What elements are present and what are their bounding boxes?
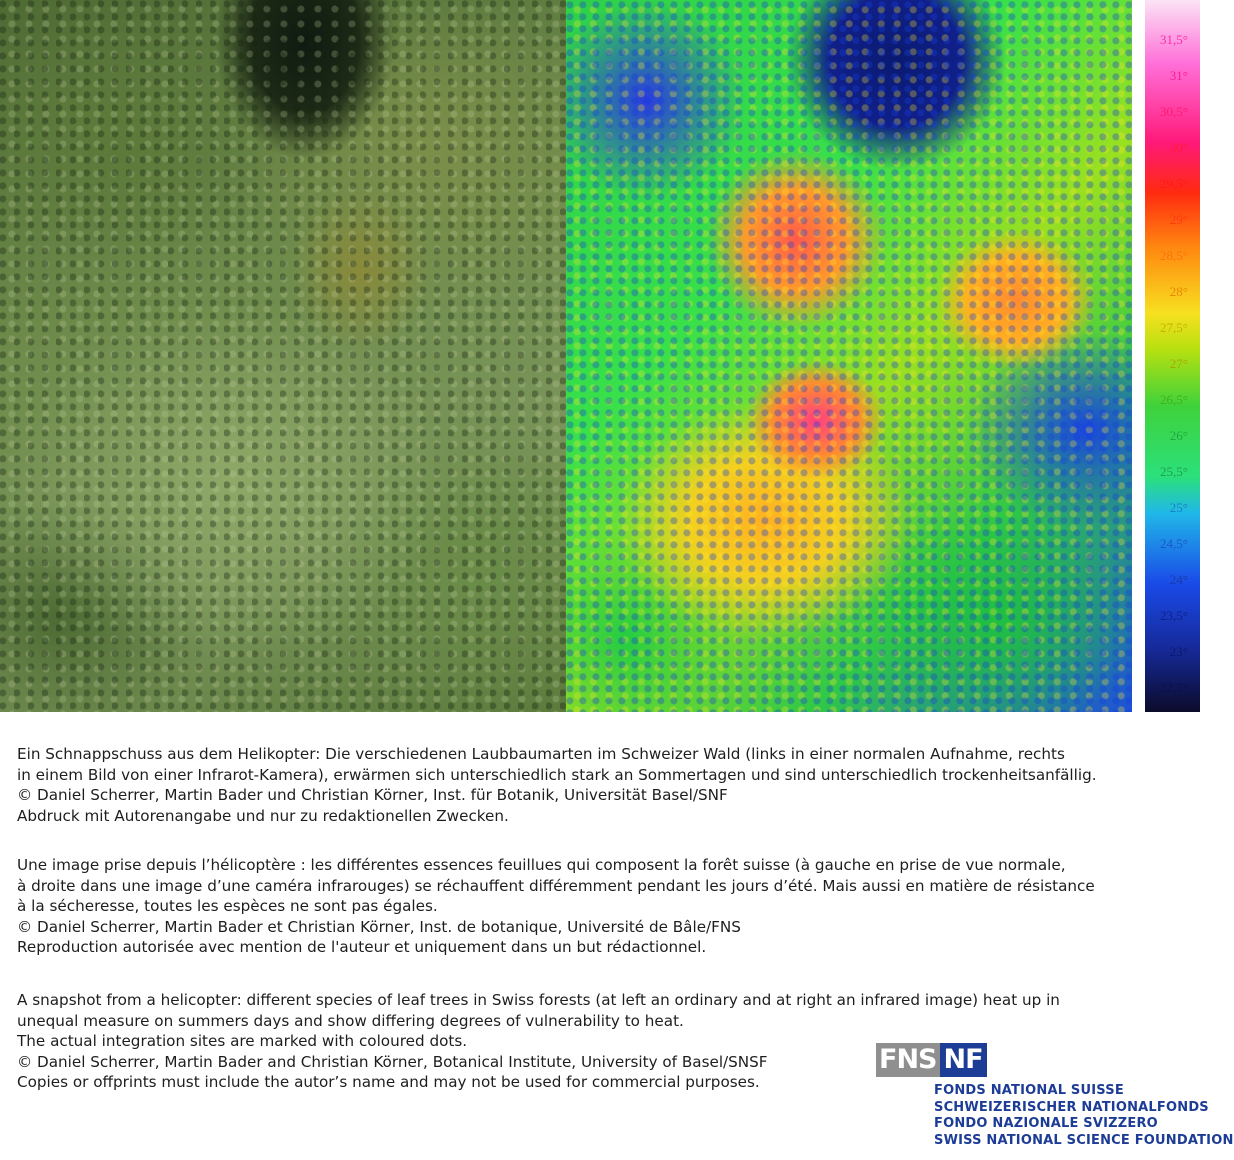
logo-line: FONDS NATIONAL SUISSE bbox=[934, 1083, 1124, 1098]
caption-text: Une image prise depuis l’hélicoptère : les différentes essences feuillues qui composent la forêt suisse (à gauche en prise de vue normale, à droite dans une image d’une caméra infrarouges) se réchauffent différemment pendant les jours d’été. Mais aussi en matière de résistance à la sécheresse, toutes les espèces ne sont pas égales. bbox=[17, 856, 1095, 915]
scale-label: 29,5° bbox=[1160, 176, 1188, 191]
scale-label: 30,5° bbox=[1160, 104, 1188, 119]
scale-label: 31,5° bbox=[1160, 32, 1188, 47]
scale-label: 22,5° bbox=[1160, 680, 1188, 695]
scale-label: 24,5° bbox=[1160, 536, 1188, 551]
scale-label: 26° bbox=[1169, 428, 1188, 443]
scale-label: 24° bbox=[1169, 572, 1188, 587]
caption-text: Ein Schnappschuss aus dem Helikopter: Die verschiedenen Laubbaumarten im Schweizer Wald (links in einer normalen Aufnahme, rechts in einem Bild von einer Infrarot-Kamera), erwärmen sich unterschiedlich stark an Sommertagen und sind unterschiedlich trockenheitsanfällig. bbox=[17, 745, 1097, 784]
logo-mark-right: NF bbox=[940, 1043, 987, 1077]
logo-line: SWISS NATIONAL SCIENCE FOUNDATION bbox=[934, 1132, 1234, 1148]
caption-credit: © Daniel Scherrer, Martin Bader et Christian Körner, Inst. de botanique, Université de Bâle/FNS bbox=[17, 917, 741, 936]
scale-label: 25° bbox=[1169, 500, 1188, 515]
scale-label: 27° bbox=[1169, 356, 1188, 371]
scale-label: 23,5° bbox=[1160, 608, 1188, 623]
scale-label: 28,5° bbox=[1160, 248, 1188, 263]
logo-line: SCHWEIZERISCHER NATIONALFONDS bbox=[934, 1099, 1209, 1115]
caption-usage: Copies or offprints must include the autor’s name and may not be used for commercial purposes. bbox=[17, 1073, 760, 1091]
caption-text: A snapshot from a helicopter: different species of leaf trees in Swiss forests (at left an ordinary and at right an infrared image) heat up in unequal measure on summers days and show differing degrees of vulnerability to heat. The actual integration sites are marked with coloured dots. bbox=[17, 991, 1060, 1050]
caption-french bbox=[17, 855, 1192, 958]
caption-usage: Abdruck mit Autorenangabe und nur zu redaktionellen Zwecken. bbox=[17, 806, 509, 825]
snsf-logo bbox=[876, 1043, 1234, 1153]
caption-german bbox=[17, 744, 1192, 826]
scale-label: 30° bbox=[1169, 140, 1188, 155]
scale-label: 26,5° bbox=[1160, 392, 1188, 407]
logo-mark-left: FNS bbox=[876, 1043, 940, 1077]
caption-credit: © Daniel Scherrer, Martin Bader and Christian Körner, Botanical Institute, University of Basel/SNSF bbox=[17, 1052, 768, 1071]
forest-photo-normal bbox=[0, 0, 566, 712]
forest-photo-infrared bbox=[566, 0, 1132, 712]
scale-label: 29° bbox=[1169, 212, 1188, 227]
caption-usage: Reproduction autorisée avec mention de l'auteur et uniquement dans un but rédactionnel. bbox=[17, 938, 707, 956]
scale-label: 31° bbox=[1169, 68, 1188, 83]
logo-line: FONDO NAZIONALE SVIZZERO bbox=[934, 1116, 1158, 1131]
temperature-scale bbox=[1145, 0, 1200, 712]
caption-credit: © Daniel Scherrer, Martin Bader und Christian Körner, Inst. für Botanik, Universität Basel/SNF bbox=[17, 786, 728, 804]
scale-label: 23° bbox=[1169, 644, 1188, 659]
scale-label: 28° bbox=[1169, 284, 1188, 299]
scale-label: 25,5° bbox=[1160, 464, 1188, 479]
logo-mark bbox=[876, 1043, 987, 1077]
scale-label: 27,5° bbox=[1160, 320, 1188, 335]
logo-text bbox=[934, 1083, 1234, 1149]
